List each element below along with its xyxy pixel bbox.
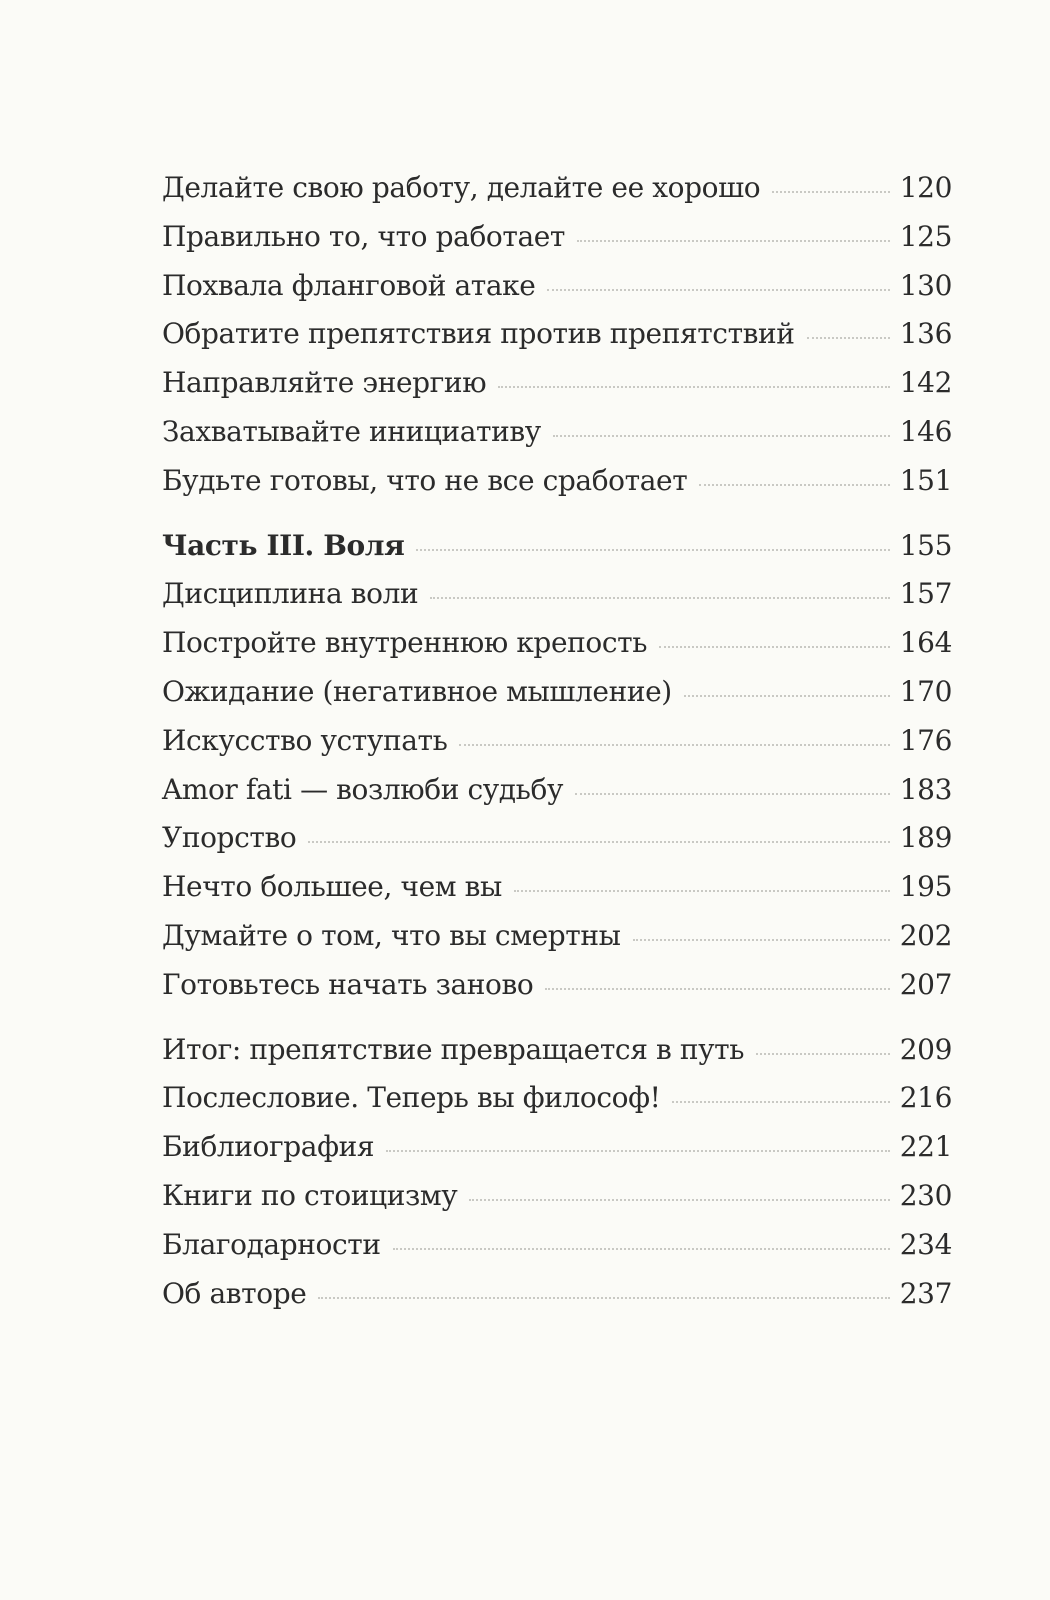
toc-entry-title: Итог: препятствие превращается в путь [162,1032,745,1066]
toc-entry [162,1172,952,1221]
toc-entry-page-number: 207 [899,967,952,1001]
toc-entry-page-number: 125 [899,219,952,253]
dot-leader [575,793,890,795]
toc-entry [162,310,952,359]
dot-leader [430,597,890,599]
toc-entry-page-number: 157 [899,577,952,611]
toc-entry-page-number: 216 [899,1081,952,1115]
toc-entry-page-number: 151 [899,463,952,497]
toc-entry [162,1270,952,1319]
toc-entry [162,457,952,506]
toc-entry-title: Постройте внутреннюю крепость [162,626,648,660]
toc-entry [162,717,952,766]
toc-group [162,164,952,506]
toc-entry-page-number: 189 [899,821,952,855]
toc-entry-page-number: 202 [899,918,952,952]
dot-leader [807,337,890,339]
table-of-contents [162,164,952,1318]
toc-entry [162,408,952,457]
dot-leader [547,289,889,291]
toc-entry-title: Ожидание (негативное мышление) [162,674,672,708]
dot-leader [684,695,890,697]
toc-entry [162,1074,952,1123]
dot-leader [386,1150,890,1152]
dot-leader [514,890,890,892]
dot-leader [756,1053,890,1055]
dot-leader [672,1101,889,1103]
toc-entry-title: Обратите препятствия против препятствий [162,317,795,351]
toc-entry [162,213,952,262]
toc-entry [162,961,952,1010]
toc-entry [162,619,952,668]
toc-entry [162,1221,952,1270]
toc-entry-title: Делайте свою работу, делайте ее хорошо [162,171,761,204]
toc-entry-page-number: 130 [899,268,952,302]
dot-leader [393,1248,890,1250]
dot-leader [459,744,889,746]
dot-leader [699,484,889,486]
dot-leader [772,191,890,193]
dot-leader [498,386,890,388]
toc-entry-title: Правильно то, что работает [162,219,565,253]
toc-entry-title: Нечто большее, чем вы [162,870,502,904]
toc-entry-title: Об авторе [162,1276,307,1310]
dot-leader [308,841,889,843]
toc-entry [162,1026,952,1075]
toc-entry-title: Библиография [162,1130,375,1164]
toc-entry-title: Упорство [162,821,297,855]
dot-leader [416,549,889,551]
toc-entry [162,359,952,408]
dot-leader [318,1297,889,1299]
dot-leader [545,988,889,990]
toc-entry-page-number: 195 [899,870,952,904]
toc-entry-page-number: 155 [899,528,952,562]
toc-entry-title: Искусство уступать [162,723,448,757]
toc-entry-page-number: 170 [899,674,952,708]
dot-leader [633,939,890,941]
toc-entry-title: Amor fati — возлюби судьбу [162,772,564,806]
toc-entry [162,912,952,961]
toc-entry [162,262,952,311]
toc-group [162,1026,952,1319]
toc-entry-page-number: 142 [899,366,952,400]
toc-entry-page-number: 146 [899,414,952,448]
toc-entry-page-number: 237 [899,1276,952,1310]
toc-entry-page-number: 234 [899,1227,952,1261]
toc-entry [162,164,952,213]
toc-entry [162,1123,952,1172]
toc-entry-title: Будьте готовы, что не все сработает [162,463,688,497]
toc-entry-page-number: 221 [899,1130,952,1164]
dot-leader [577,240,890,242]
toc-entry-title: Похвала фланговой атаке [162,268,536,302]
toc-entry-page-number: 176 [899,723,952,757]
toc-part-heading [162,522,952,571]
toc-entry-title: Послесловие. Теперь вы философ! [162,1081,661,1115]
toc-entry-page-number: 209 [899,1032,952,1066]
toc-entry [162,668,952,717]
toc-entry-title: Готовьтесь начать заново [162,967,534,1001]
toc-entry-page-number: 164 [899,626,952,660]
toc-entry-page-number: 230 [899,1178,952,1212]
dot-leader [659,646,890,648]
toc-entry-title: Часть III. Воля [162,528,405,562]
toc-entry-title: Благодарности [162,1227,381,1261]
toc-entry-title: Думайте о том, что вы смертны [162,918,621,952]
toc-entry [162,814,952,863]
toc-entry-title: Захватывайте инициативу [162,414,541,448]
toc-entry-title: Дисциплина воли [162,577,419,611]
toc-entry [162,570,952,619]
toc-entry [162,766,952,815]
toc-entry-title: Книги по стоицизму [162,1178,458,1212]
toc-entry [162,863,952,912]
toc-group [162,522,952,1010]
toc-entry-page-number: 136 [899,317,952,351]
toc-entry-page-number: 120 [899,171,952,204]
dot-leader [469,1199,889,1201]
dot-leader [553,435,890,437]
toc-entry-title: Направляйте энергию [162,366,487,400]
toc-entry-page-number: 183 [899,772,952,806]
